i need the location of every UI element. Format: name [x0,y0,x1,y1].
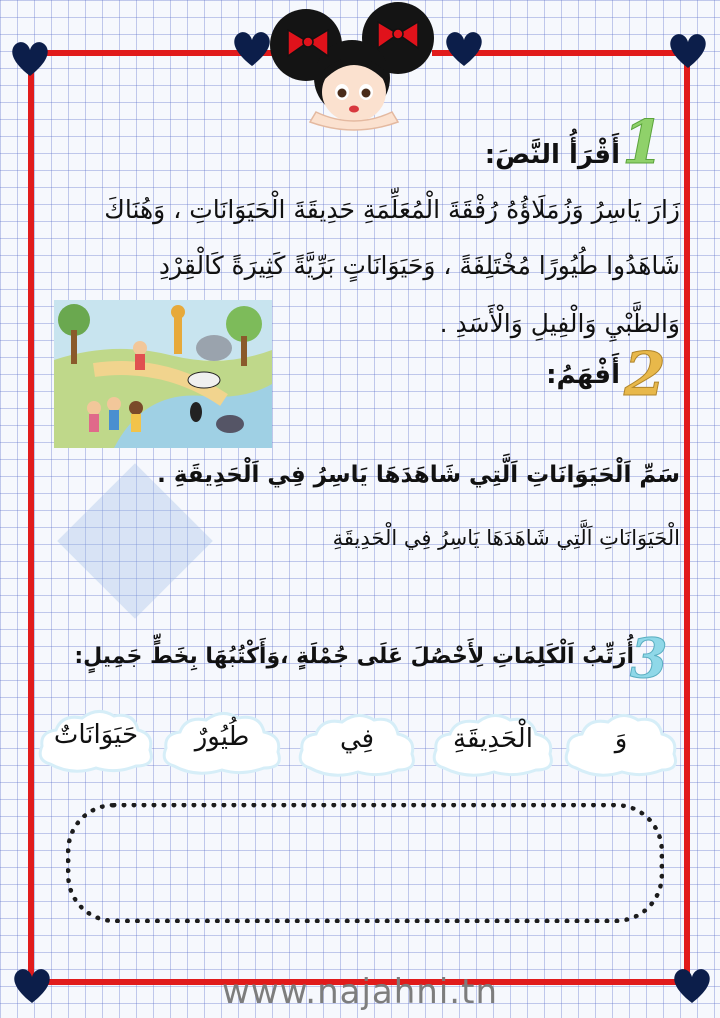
passage-line-2: شَاهَدُوا طُيُورًا مُخْتَلِفَةً ، وَحَيَوَانَاتٍ بَرِّيَّةً كَثِيرَةً كَالْقِرْدِ [158,251,680,280]
passage-line-3: وَالظَّبْيِ وَالْفِيلِ وَالْأَسَدِ . [439,309,680,338]
footer-website[interactable]: www.najahni.tn [221,972,498,1012]
word-text: فِي [339,724,375,754]
frame-right [684,50,690,985]
section-3-number: 3 [630,626,668,690]
zoo-illustration [54,300,272,448]
section-1-number: 1 [622,108,664,178]
section-2-title: أَفْهَمُ: [546,360,620,390]
heart-icon [8,38,52,78]
word-cloud[interactable] [296,710,418,780]
word-text: حَيَوَانَاتٌ [53,720,139,750]
word-cloud[interactable] [430,710,556,780]
answer-writing-box[interactable] [66,803,664,923]
section-2-answer: الْحَيَوَانَاتِ اَلَّتِي شَاهَدَهَا يَاسِرُ فِي الْحَدِيقَةِ [332,526,680,550]
word-text: وَ [614,724,628,754]
heart-icon [442,28,486,68]
word-text: الْحَدِيقَةِ [453,724,533,754]
passage-line-1: زَارَ يَاسِرُ وَزُمَلَاؤُهُ رُفْقَةَ الْمُعَلِّمَةِ حَدِيقَةَ الْحَيَوَانَاتِ ، وَهُنَاكَ [104,195,680,224]
section-2-number: 2 [624,340,666,410]
section-1-title: أَقْرَأُ النَّصَ: [484,140,620,170]
word-cloud[interactable] [160,708,284,778]
word-text: طُيُورٌ [194,722,250,752]
word-cloud[interactable] [562,710,680,780]
frame-left [28,50,34,985]
heart-icon [666,30,710,70]
section-3-instruction: أُرَتِّبُ اَلْكَلِمَاتِ لِأَحْصُلَ عَلَى جُمْلَةٍ ،وَأَكْتُبُهَا بِخَطٍّ جَمِيلٍ: [74,644,634,669]
word-cloud[interactable] [36,706,156,776]
girl-illustration [268,0,438,132]
section-2-question: سَمِّ اَلْحَيَوَانَاتِ اَلَّتِي شَاهَدَهَا يَاسِرُ فِي اَلْحَدِيقَةِ . [157,462,680,488]
